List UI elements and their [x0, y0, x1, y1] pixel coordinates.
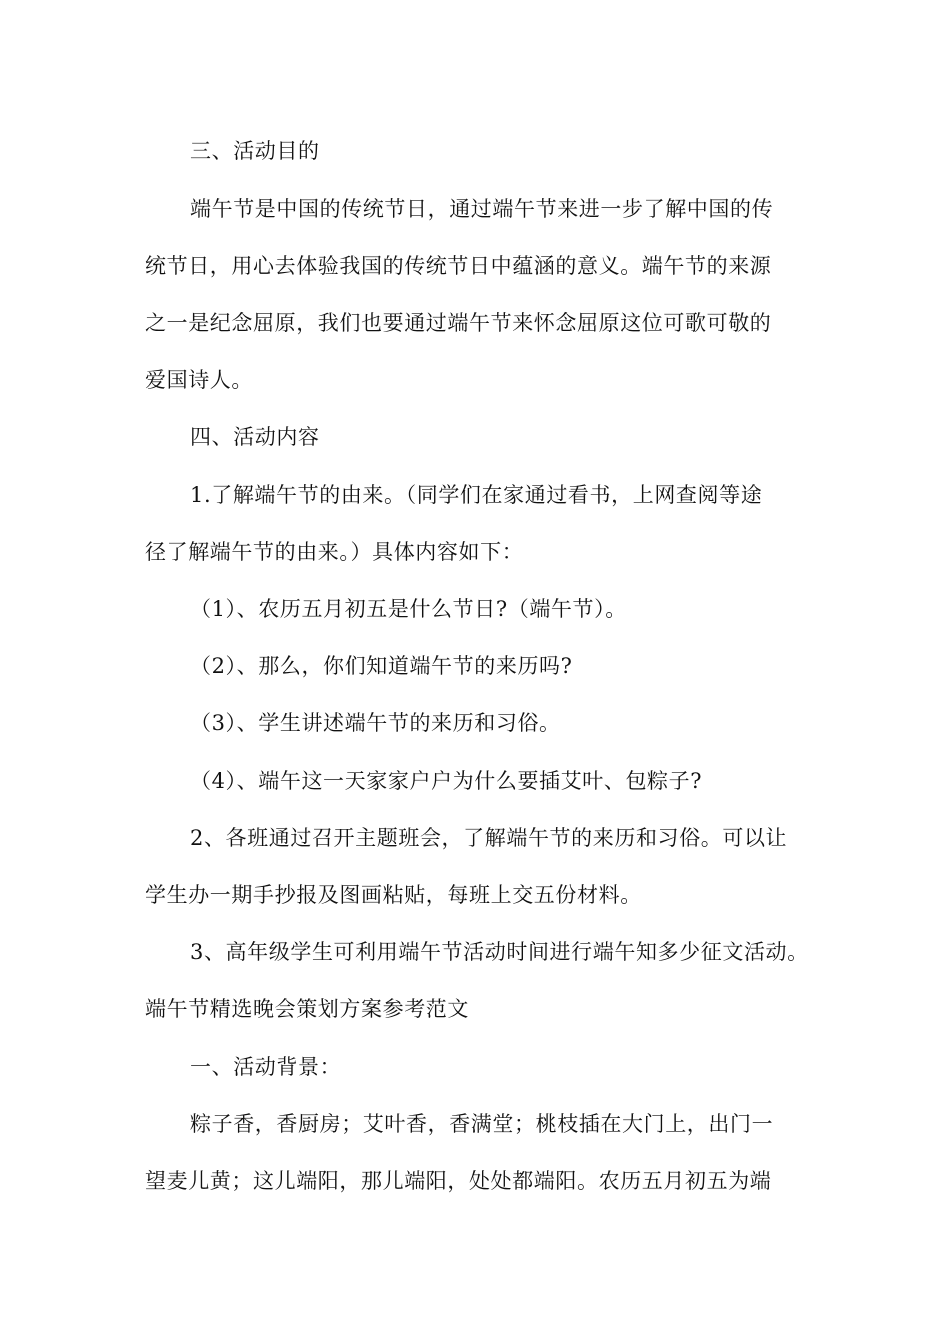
list-item-2: 2、各班通过召开主题班会，了解端午节的来历和习俗。可以让	[190, 826, 788, 850]
heading-activity-background: 一、活动背景：	[190, 1055, 342, 1079]
paragraph-line: 粽子香，香厨房；艾叶香，香满堂；桃枝插在大门上，出门一	[190, 1112, 774, 1136]
section-title: 端午节精选晚会策划方案参考范文	[145, 997, 469, 1021]
sub-item-2: （2）、那么，你们知道端午节的来历吗?	[190, 654, 573, 678]
paragraph-line: 望麦儿黄；这儿端阳，那儿端阳，处处都端阳。农历五月初五为端	[145, 1169, 772, 1193]
list-item-1: 1.了解端午节的由来。（同学们在家通过看书，上网查阅等途	[190, 483, 763, 507]
paragraph-line: 端午节是中国的传统节日，通过端午节来进一步了解中国的传	[190, 197, 774, 221]
paragraph-line: 统节日，用心去体验我国的传统节日中蕴涵的意义。端午节的来源	[145, 254, 772, 278]
heading-activity-content: 四、活动内容	[190, 425, 320, 449]
sub-item-4: （4）、端午这一天家家户户为什么要插艾叶、包粽子?	[190, 769, 703, 793]
paragraph-line: 径了解端午节的由来。）具体内容如下：	[145, 540, 524, 564]
paragraph-line: 爱国诗人。	[145, 368, 253, 392]
list-item-3: 3、高年级学生可利用端午节活动时间进行端午知多少征文活动。	[190, 940, 809, 964]
paragraph-line: 之一是纪念屈原，我们也要通过端午节来怀念屈原这位可歌可敬的	[145, 311, 772, 335]
sub-item-3: （3）、学生讲述端午节的来历和习俗。	[190, 711, 561, 735]
sub-item-1: （1）、农历五月初五是什么节日?（端午节）。	[190, 597, 627, 621]
paragraph-line: 学生办一期手抄报及图画粘贴，每班上交五份材料。	[145, 883, 642, 907]
heading-activity-purpose: 三、活动目的	[190, 139, 320, 163]
